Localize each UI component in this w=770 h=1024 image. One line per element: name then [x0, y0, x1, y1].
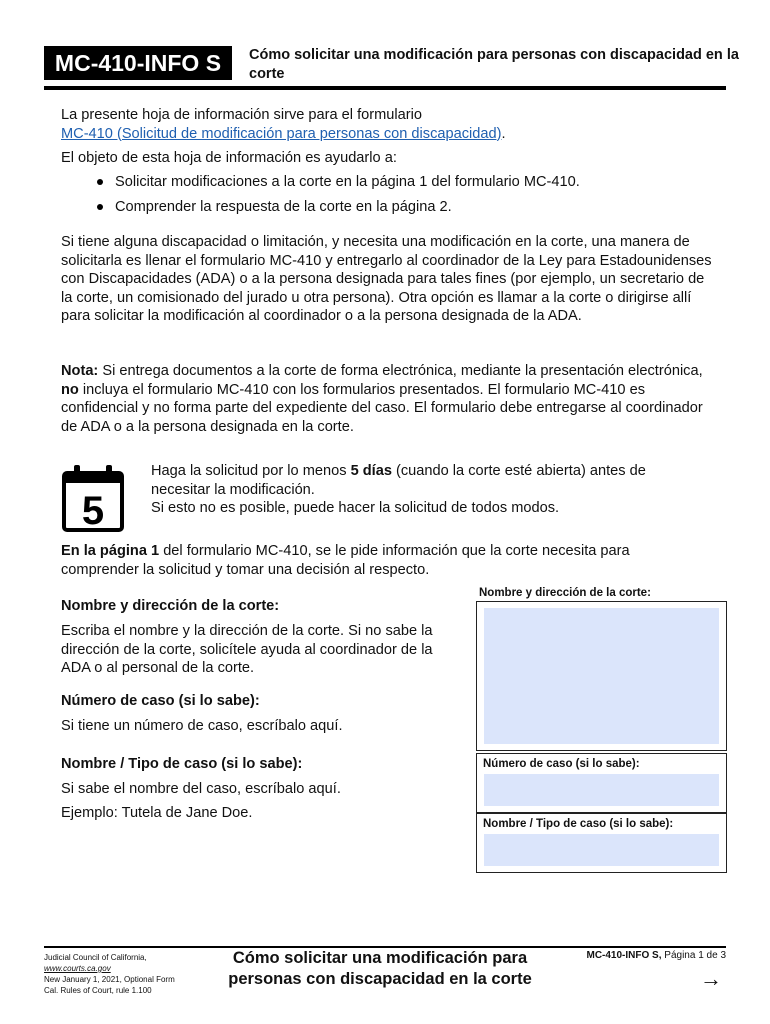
page1-intro: [61, 542, 661, 579]
purpose-text: El objeto de esta hoja de información es ayudarlo a:: [61, 150, 397, 166]
form-id-badge: MC-410-INFO S: [44, 46, 232, 80]
footer-title-line1: Cómo solicitar una modificación para: [232, 949, 528, 967]
court-box-label: Nombre y dirección de la corte:: [479, 587, 651, 599]
ada-paragraph: Si tiene alguna discapacidad o limitación, y necesita una modificación en la corte, una manera de solicitarla es llenar el formulario MC-410 y entregarlo al coordinador de la Ley para Estadounidenses con Discapacidades (ADA) o a la persona designada para tales fines (por ejemplo, un secretario de la corte, un comisionado del jurado u otra persona). Otra opción es llamar a la corte o dirigirse allí para solicitar la modificación al coordinador o a la persona designada de la ADA.: [61, 234, 712, 325]
calendar-icon: [62, 463, 124, 533]
footer-rules: Cal. Rules of Court, rule 1.100: [44, 986, 152, 995]
case-number-box-label: Número de caso (si lo sabe):: [483, 758, 640, 770]
nota-label: Nota:: [61, 363, 99, 379]
case-type-box: [476, 813, 727, 873]
court-heading: Nombre y dirección de la corte:: [61, 598, 280, 614]
case-type-field[interactable]: [484, 834, 719, 866]
page-title: Cómo solicitar una modificación para personas con discapacidad en la corte: [249, 47, 739, 82]
nota-no: no: [61, 381, 79, 398]
case-number-box: [476, 753, 727, 813]
case-type-example: Ejemplo: Tutela de Jane Doe.: [61, 805, 253, 821]
nota-part2: incluya el formulario MC-410 con los formularios presentados. El formulario MC-410 es confidencial y no forma parte del expediente del caso. El formulario debe entregarse al coordinador de ADA o a la persona designada en la corte.: [61, 381, 703, 435]
footer-page-number: Página 1 de 3: [664, 950, 726, 961]
calendar-part2: (cuando la corte esté abierta) antes de necesitar la modificación.: [151, 463, 646, 498]
court-field[interactable]: [484, 608, 719, 744]
bullet-item-1: Solicitar modificaciones a la corte en la página 1 del formulario MC-410.: [115, 174, 580, 190]
page1-rest: del formulario MC-410, se le pide información que la corte necesita para comprender la solicitud y tomar una decisión al respecto.: [61, 543, 630, 578]
footer-revised: New January 1, 2021, Optional Form: [44, 975, 175, 984]
header-divider: [44, 86, 726, 90]
page1-bold: En la página 1: [61, 543, 160, 559]
nota-paragraph: [61, 362, 716, 436]
calendar-day: 5: [81, 489, 105, 533]
bullet-icon: [97, 204, 103, 210]
footer-form-id: MC-410-INFO S,: [586, 950, 662, 961]
nota-part1: Si entrega documentos a la corte de forma electrónica, mediante la presentación electrónica,: [98, 363, 703, 379]
court-instructions: Escriba el nombre y la dirección de la corte. Si no sabe la dirección de la corte, solicítele ayuda al coordinador de la ADA o al personal de la corte.: [61, 623, 433, 677]
calendar-part1: Haga la solicitud por lo menos: [151, 463, 351, 479]
calendar-text: [151, 462, 691, 518]
intro-text: [61, 106, 721, 143]
calendar-days: 5 días: [350, 463, 392, 479]
case-type-instructions: Si sabe el nombre del caso, escríbalo aquí.: [61, 781, 341, 797]
footer-page-info: [560, 950, 726, 961]
case-number-field[interactable]: [484, 774, 719, 806]
bullet-item-2: Comprender la respuesta de la corte en la página 2.: [115, 199, 452, 215]
case-type-box-label: Nombre / Tipo de caso (si lo sabe):: [483, 818, 674, 830]
period: .: [501, 125, 506, 142]
footer-title-line2: personas con discapacidad en la corte: [228, 970, 532, 988]
intro-line: La presente hoja de información sirve para el formulario: [61, 107, 422, 123]
mc410-form-link[interactable]: MC-410 (Solicitud de modificación para personas con discapacidad): [61, 125, 502, 142]
footer-title: [210, 948, 550, 990]
footer-meta: [44, 952, 214, 996]
court-box: [476, 601, 727, 751]
footer-council: Judicial Council of California,: [44, 953, 147, 962]
next-page-arrow-icon[interactable]: →: [700, 966, 722, 991]
case-number-heading: Número de caso (si lo sabe):: [61, 693, 260, 709]
case-number-instructions: Si tiene un número de caso, escríbalo aquí.: [61, 718, 343, 734]
bullet-icon: [97, 179, 103, 185]
footer-website[interactable]: www.courts.ca.gov: [44, 964, 111, 973]
case-type-heading: Nombre / Tipo de caso (si lo sabe):: [61, 756, 303, 772]
calendar-line2: Si esto no es posible, puede hacer la solicitud de todos modos.: [151, 500, 560, 517]
